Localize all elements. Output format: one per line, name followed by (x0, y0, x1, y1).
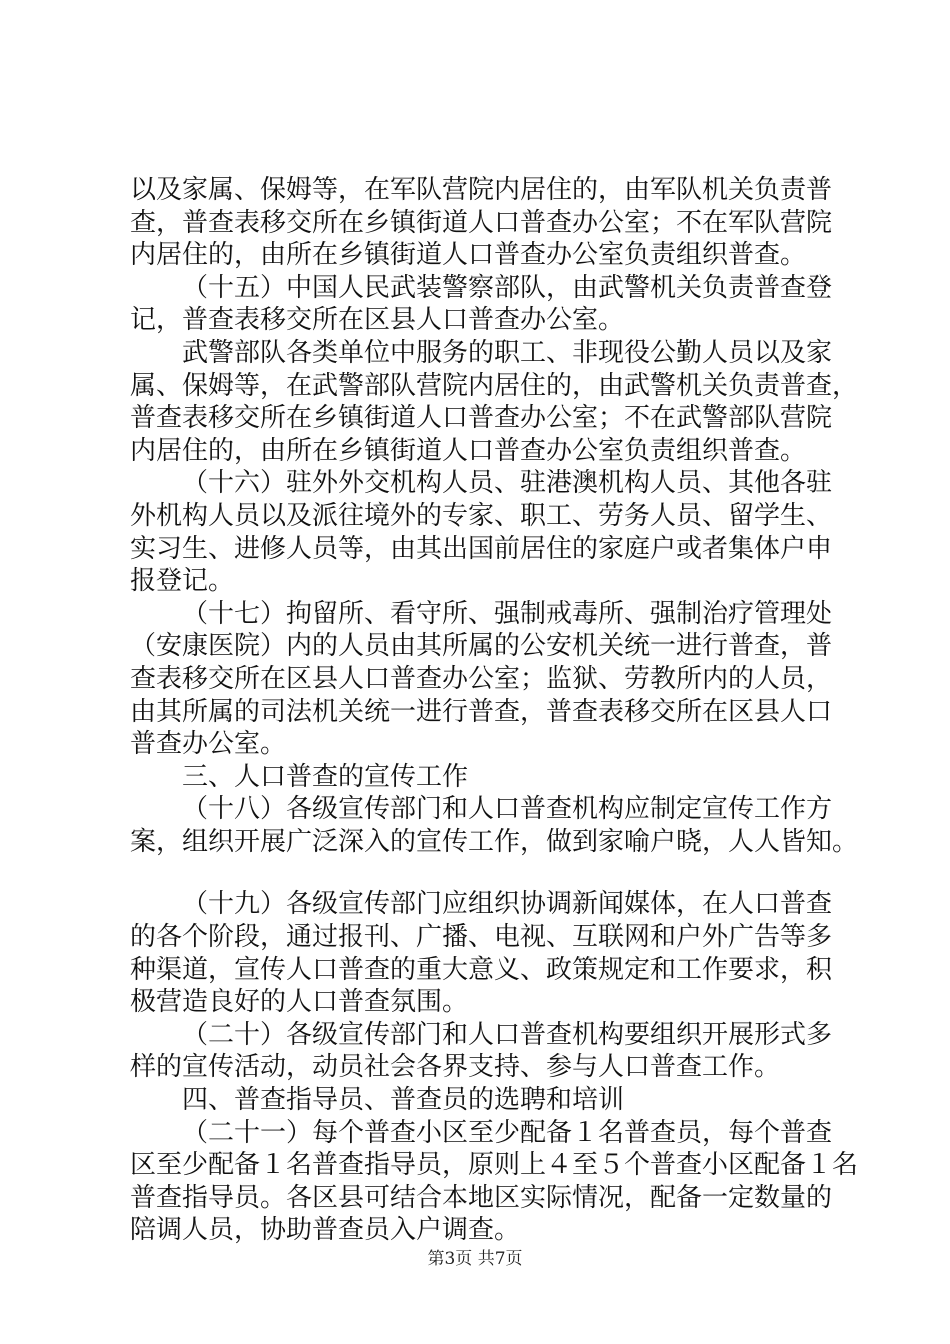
text-line: 样的宣传活动，动员社会各界支持、参与人口普查工作。 (130, 1052, 781, 1083)
text-line: 查，普查表移交所在乡镇街道人口普查办公室；不在军队营院 (130, 207, 833, 238)
text-line: 普查表移交所在乡镇街道人口普查办公室；不在武警部队营院 (130, 403, 833, 434)
paragraph-start: （十六）驻外外交机构人员、驻港澳机构人员、其他各驻 (182, 468, 833, 499)
text-line: 实习生、进修人员等，由其出国前居住的家庭户或者集体户申 (130, 533, 833, 564)
paragraph-start: 武警部队各类单位中服务的职工、非现役公勤人员以及家 (182, 337, 833, 368)
text-line: 区至少配备１名普查指导员，原则上４至５个普查小区配备１名 (130, 1150, 859, 1181)
text-line: 的各个阶段，通过报刊、广播、电视、互联网和户外广告等多 (130, 922, 833, 953)
section-heading: 三、人口普查的宣传工作 (182, 761, 469, 792)
text-line: 陪调人员，协助普查员入户调查。 (130, 1215, 521, 1246)
text-line: 种渠道，宣传人口普查的重大意义、政策规定和工作要求，积 (130, 954, 833, 985)
paragraph-start: （十七）拘留所、看守所、强制戒毒所、强制治疗管理处 (182, 598, 833, 629)
paragraph-start: （二十）各级宣传部门和人口普查机构要组织开展形式多 (182, 1019, 833, 1050)
text-line: 内居住的，由所在乡镇街道人口普查办公室负责组织普查。 (130, 240, 807, 271)
text-line: 报登记。 (130, 566, 235, 597)
paragraph-start: （二十一）每个普查小区至少配备１名普查员，每个普查 (182, 1117, 833, 1148)
text-line: 查表移交所在区县人口普查办公室；监狱、劳教所内的人员， (130, 663, 833, 694)
text-line: 由其所属的司法机关统一进行普查，普查表移交所在区县人口 (130, 696, 833, 727)
text-line: 普查办公室。 (130, 729, 287, 760)
text-line: 普查指导员。各区县可结合本地区实际情况，配备一定数量的 (130, 1182, 833, 1213)
text-line: 以及家属、保姆等，在军队营院内居住的，由军队机关负责普 (130, 175, 833, 205)
document-body (130, 174, 859, 1247)
text-line: （安康医院）内的人员由其所属的公安机关统一进行普查，普 (130, 631, 833, 662)
text-line: 外机构人员以及派往境外的专家、职工、劳务人员、留学生、 (130, 500, 833, 531)
text-line: 极营造良好的人口普查氛围。 (130, 987, 469, 1018)
paragraph-start: （十八）各级宣传部门和人口普查机构应制定宣传工作方 (182, 794, 833, 825)
text-line: 属、保姆等，在武警部队营院内居住的，由武警机关负责普查， (130, 370, 859, 401)
text-line: 记，普查表移交所在区县人口普查办公室。 (130, 305, 625, 336)
paragraph-start: （十九）各级宣传部门应组织协调新闻媒体，在人口普查 (182, 889, 833, 920)
paragraph-start: （十五）中国人民武装警察部队，由武警机关负责普查登 (182, 272, 833, 303)
text-line: 案，组织开展广泛深入的宣传工作，做到家喻户晓，人人皆知。 (130, 826, 859, 857)
section-heading: 四、普查指导员、普查员的选聘和培训 (182, 1085, 625, 1116)
page-number-footer: 第3页 共7页 (427, 1249, 523, 1269)
text-line: 内居住的，由所在乡镇街道人口普查办公室负责组织普查。 (130, 435, 807, 466)
